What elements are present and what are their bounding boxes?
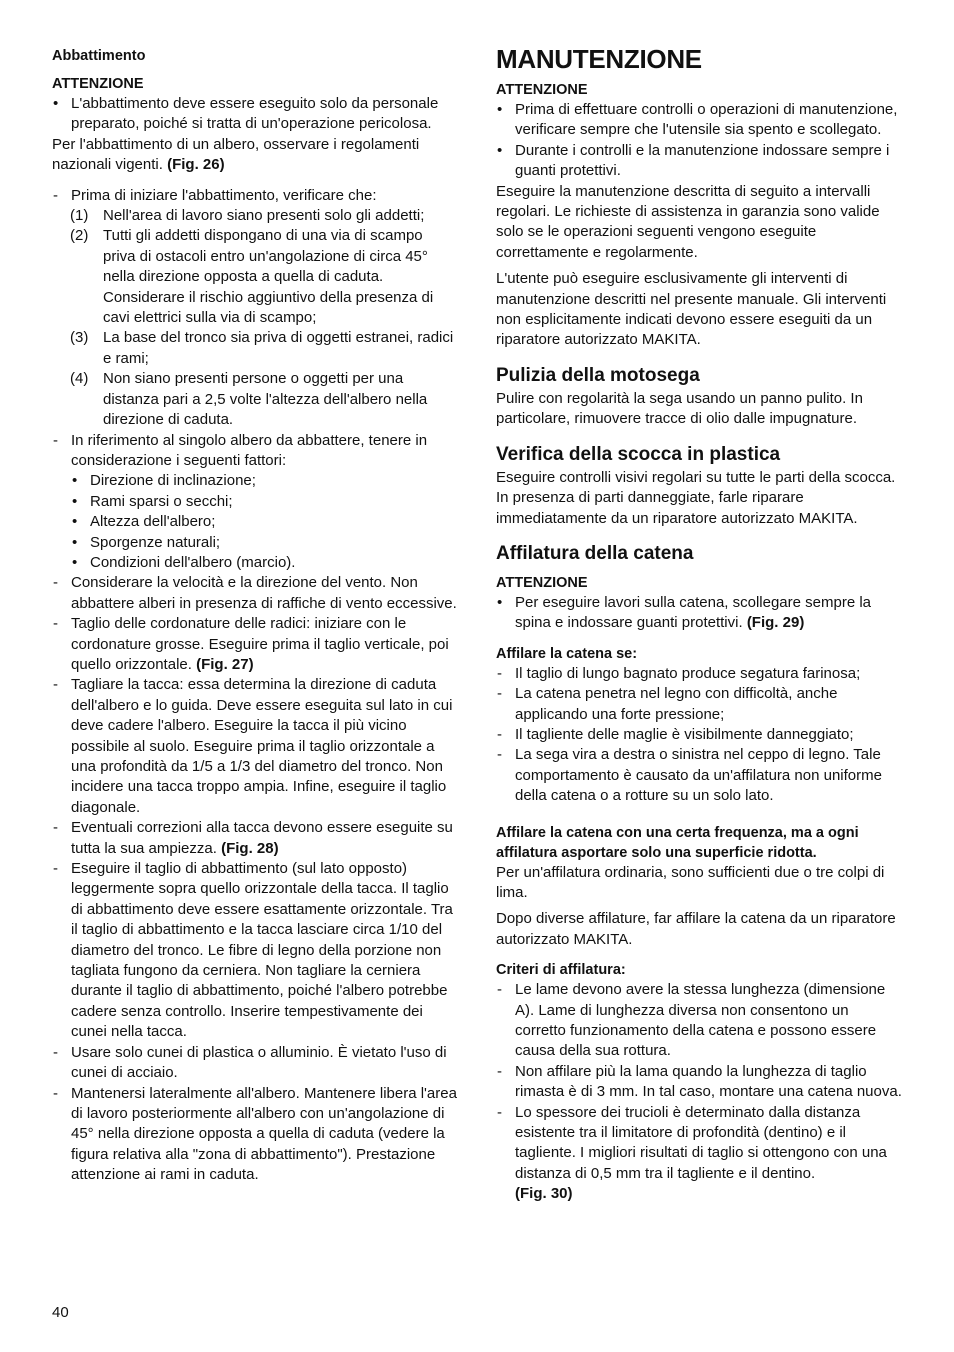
dash-item: - Usare solo cunei di plastica o alluminio. È vietato l'uso di cunei di acciaio. [53, 1043, 447, 1082]
subheading: Affilare la catena se: [496, 645, 638, 662]
paragraph: L'utente può eseguire esclusivamente gli interventi di manutenzione descritti nel presente manuale. Gli interventi non esplicitamente indicati devono essere eseguiti da un riparatore autorizzato MAKITA. [496, 270, 887, 349]
dash-item: - La sega vira a destra o sinistra nel ceppo di legno. Tale comportamento è causato da un'affilatura non uniforme della catena o a rotture su un solo lato. [497, 746, 882, 805]
fig-ref: (Fig. 27) [196, 655, 254, 673]
fig-ref: (Fig. 29) [746, 614, 805, 632]
warning-bullet: • Durante i controlli e la manutenzione indossare sempre i guanti protettivi. [497, 141, 890, 180]
section-heading-affilatura: Affilatura della catena [496, 542, 694, 564]
attention-label: ATTENZIONE [496, 574, 588, 591]
fig-ref: (Fig. 28) [221, 839, 279, 857]
sub-bullet: • Sporgenze naturali; [72, 533, 221, 551]
dash-item: - Lo spessore dei trucioli è determinato dalla distanza esistente tra il limitatore di profondità (dentino) e il tagliente. I migliori risultati di taglio si ottengono con una distanza di 0,5 mm tra il tagliente e il dentino. (Fig. 30) [497, 1103, 887, 1203]
dash-item: - Non affilare più la lama quando la lunghezza di taglio rimasta è di 3 mm. In tal caso, montare una catena nuova. [497, 1062, 902, 1101]
numbered-item: (2) Tutti gli addetti dispongano di una via di scampo priva di ostacoli entro un'angolazione di circa 45° nella direzione opposta a quella di caduta. Considerare il rischio aggiuntivo della presenza di cavi elettrici sulla via di scampo; [70, 227, 434, 327]
paragraph: Dopo diverse affilature, far affilare la catena da un riparatore autorizzato MAKITA. [496, 910, 896, 948]
dash-item: - Eseguire il taglio di abbattimento (sul lato opposto) leggermente sopra quello orizzontale della tacca. Il taglio di abbattimento deve essere esattamente orizzontale. Tra il taglio di abbattimento e la tacca lasciare circa 1/10 del diametro del tronco. Le fibre di legno della porzione non tagliata fungono da cerniera. Non tagliare la cerniera durante il taglio di abbattimento, poiché l'albero potrebbe cadere senza controllo. Inserire tempestivamente dei cunei nella tacca. [53, 860, 453, 1041]
fig-ref: (Fig. 26) [167, 156, 225, 174]
dash-item: - Il taglio di lungo bagnato produce segatura farinosa; [497, 664, 861, 682]
dash-item: - Taglio delle cordonature delle radici: iniziare con le cordonature grosse. Eseguire prima il taglio verticale, poi quello orizzontale. (Fig. 27) [53, 615, 449, 673]
left-column [52, 44, 458, 1186]
dash-item: - Eventuali correzioni alla tacca devono essere eseguite su tutta la sua ampiezza. (Fig. 28) [53, 819, 453, 857]
dash-item: - In riferimento al singolo albero da abbattere, tenere in considerazione i seguenti fattori: [53, 431, 428, 469]
dash-item: - Le lame devono avere la stessa lunghezza (dimensione A). Lame di lunghezza diversa non consentono un corretto funzionamento della catena e possono essere causa della sua rottura. [497, 981, 886, 1060]
warning-bullet: • L'abbattimento deve essere eseguito solo da personale preparato, poiché si tratta di un'operazione pericolosa. [53, 95, 439, 133]
attention-label: ATTENZIONE [52, 76, 144, 92]
sub-bullet: • Condizioni dell'albero (marcio). [72, 553, 296, 571]
section-heading-verifica: Verifica della scocca in plastica [496, 443, 781, 465]
sub-bullet: • Altezza dell'albero; [72, 513, 216, 531]
dash-item: - La catena penetra nel legno con difficoltà, anche applicando una forte pressione; [497, 685, 838, 723]
fig-ref: (Fig. 30) [515, 1185, 573, 1203]
section-heading: Abbattimento [52, 48, 146, 64]
sub-bullet: • Direzione di inclinazione; [72, 472, 256, 490]
warning-bullet: • Per eseguire lavori sulla catena, scollegare sempre la spina e indossare guanti protettivi. (Fig. 29) [497, 593, 872, 632]
warning-bullet: • Prima di effettuare controlli o operazioni di manutenzione, verificare sempre che l'utensile sia spento e scollegato. [497, 101, 898, 139]
dash-item: - Tagliare la tacca: essa determina la direzione di caduta dell'albero e lo guida. Deve essere eseguita sul lato in cui deve cadere l'albero. Eseguire la tacca il più vicino possibile al suolo. Eseguire prima il taglio orizzontale a una profondità da 1/5 a 1/3 del diametro del tronco. Non incidere una tacca troppo ampia. Infine, eseguire il taglio diagonale. [53, 676, 453, 816]
dash-item: - Prima di iniziare l'abbattimento, verificare che: [53, 186, 377, 204]
dash-item: - Mantenersi lateralmente all'albero. Mantenere libera l'area di lavoro posteriormente all'albero con un'angolazione di 45° nella direzione opposta a quella di caduta (vedere la figura relativa alla "zona di abbattimento"). Prestazione attenzione ai rami in caduta. [53, 1084, 457, 1184]
bold-note: Affilare la catena con una certa frequenza, ma a ogni affilatura asportare solo una superficie ridotta. [496, 824, 859, 861]
sub-bullet: • Rami sparsi o secchi; [72, 492, 233, 510]
dash-item: - Il tagliente delle maglie è visibilmente danneggiato; [497, 725, 854, 743]
paragraph: Eseguire la manutenzione descritta di seguito a intervalli regolari. Le richieste di assistenza in garanzia sono valide solo se le operazioni seguenti vengono eseguite correttamente e regolarmente. [496, 182, 880, 261]
page-title: MANUTENZIONE [496, 44, 702, 74]
numbered-item: (4) Non siano presenti persone o oggetti per una distanza pari a 2,5 volte l'altezza dell'albero nella direzione di caduta. [70, 370, 428, 429]
section-heading-pulizia: Pulizia della motosega [496, 364, 700, 386]
paragraph: Per un'affilatura ordinaria, sono sufficienti due o tre colpi di lima. [496, 863, 885, 901]
right-column [496, 44, 902, 1205]
paragraph: Per l'abbattimento di un albero, osservare i regolamenti nazionali vigenti. (Fig. 26) [52, 135, 420, 174]
bullet-marker: • [53, 95, 59, 112]
subheading: Criteri di affilatura: [496, 962, 626, 979]
paragraph: Pulire con regolarità la sega usando un panno pulito. In particolare, rimuovere tracce di olio dalle impugnature. [496, 389, 863, 428]
numbered-item: (3) La base del tronco sia priva di oggetti estranei, radici e rami; [70, 329, 454, 367]
dash-item: - Considerare la velocità e la direzione del vento. Non abbattere alberi in presenza di raffiche di vento eccessive. [53, 574, 457, 612]
paragraph: Eseguire controlli visivi regolari su tutte le parti della scocca. In presenza di parti danneggiate, farle riparare immediatamente da un riparatore autorizzato MAKITA. [496, 468, 896, 527]
numbered-item: (1) Nell'area di lavoro siano presenti solo gli addetti; [70, 207, 425, 225]
attention-label: ATTENZIONE [496, 82, 588, 98]
page-number: 40 [52, 1304, 69, 1321]
